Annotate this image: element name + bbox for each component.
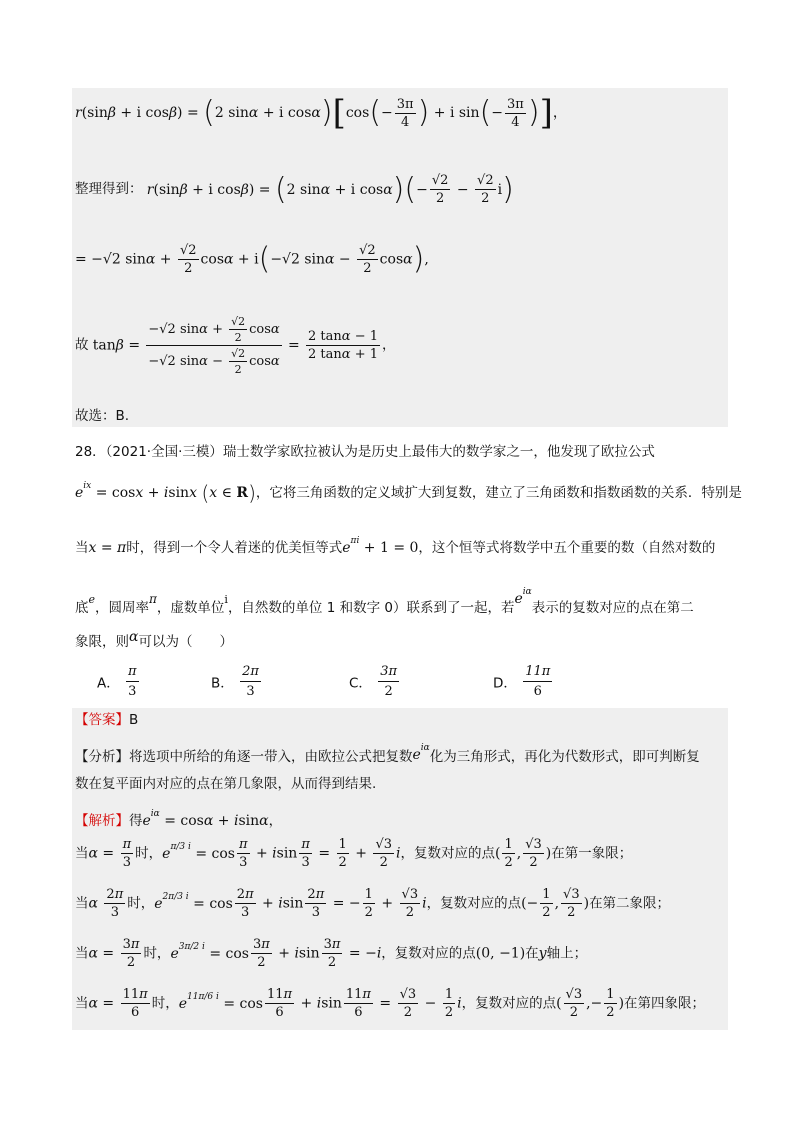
answer-line (75, 714, 138, 728)
solution-tag: 【解析】 (75, 813, 129, 829)
answer-tag: 【答案】 (75, 712, 129, 728)
option-a[interactable]: A． $\frac{\pi}{3}$ (97, 664, 137, 699)
case-pi-over-3: 当α = $\frac{\pi}{3}$ 时，$e^{\pi/3 i} = \cos$ $\frac{\pi}{3}$ + isin $\frac{\pi}{3}$ = $\frac{1}{2}$ + $\frac{√3}{2}$ i，复数对应的点( $\frac{1}{2}$ , $\frac{√3}{2}$ )在第一象限； (75, 837, 633, 870)
prev-line-4: 故 tanβ = −√2 sinα + $\frac{√2}{2}$ cosα −√2 sinα − $\frac{√2}{2}$ cosα = $\frac{2 \tan\alpha - 1}{2 \tan\alpha + 1}$ ， (75, 315, 396, 376)
q28-line-1: 28．（2021·全国·三模）瑞士数学家欧拉被认为是历史上最伟大的数学家之一，他发现了欧拉公式 (75, 444, 655, 460)
prev-line-2: 整理得到： r(sinβ + i cosβ) = (2 sinα + i cosα)(− $\frac{√2}{2}$ − $\frac{√2}{2}$ i) (75, 171, 514, 207)
option-d[interactable]: D． $\frac{11\pi}{6}$ (493, 664, 551, 699)
analysis-line-1: 【分析】将选项中所给的角逐一带入，由欧拉公式把复数$e^{i\alpha}$化为三角形式，再化为代数形式，即可判断复 (75, 743, 700, 765)
comma: ， (382, 336, 396, 353)
solution-line-1: 【解析】得$e^{i\alpha} = \cos\alpha + isin\alpha$， (75, 809, 283, 829)
case-2pi-over-3: 当α $\frac{2\pi}{3}$ 时，$e^{2\pi/3 i} = \cos$ $\frac{2\pi}{3}$ + isin $\frac{2\pi}{3}$ = − $\frac{1}{2}$ + $\frac{√3}{2}$ i，复数对应的点(− $\frac{1}{2}$ , $\frac{√3}{2}$ )在第二象限； (75, 887, 671, 920)
q28-line-5: 象限，则α可以为（ ） (75, 629, 233, 650)
euler-formula: $e^{ix} = \cos x + isinx$ (x ∈ R) (75, 481, 256, 505)
prev-line-1: r(sinβ + i cosβ) = (2 sinα + i cosα)[cos(− $\frac{3\pi}{4}$ ) + i sin(− $\frac{3\pi}{4}$ )]， (75, 93, 567, 133)
option-c[interactable]: C． $\frac{3\pi}{2}$ (349, 664, 398, 699)
analysis-line-2: 数在复平面内对应的点在第几象限，从而得到结果. (75, 776, 377, 792)
prev-label-therefore: 故 (75, 336, 89, 353)
comma: ， (552, 105, 567, 121)
q28-line-2: $e^{ix} = \cos x + isinx$ (x ∈ R)，它将三角函数的定义域扩大到复数，建立了三角函数和指数函数的关系．特别是 (75, 481, 742, 505)
option-b[interactable]: B． $\frac{2\pi}{3}$ (211, 664, 259, 699)
q28-line-4: 底$^e$，圆周率π，虚数单位$^i$，自然数的单位 1 和数字 0）联系到了一起，若$e^{i\alpha}$表示的复数对应的点在第二 (75, 587, 694, 616)
answer-value: B (129, 712, 139, 728)
prev-choice: 故选：B. (75, 408, 130, 424)
case-11pi-over-6: 当α = $\frac{11\pi}{6}$ 时，$e^{11\pi/6 i} = \cos$ $\frac{11\pi}{6}$ + isin $\frac{11\pi}{6}$ = $\frac{√3}{2}$ − $\frac{1}{2}$ i，复数对应的点( $\frac{√3}{2}$ ,− $\frac{1}{2}$ )在第四象限； (75, 987, 706, 1020)
case-3pi-over-2: 当α = $\frac{3\pi}{2}$ 时，$e^{3\pi/2 i} = \cos$ $\frac{3\pi}{2}$ + isin $\frac{3\pi}{2}$ = −i，复数对应的点(0, −1)在y轴上； (75, 937, 588, 970)
prev-label-arranged: 整理得到： (75, 180, 143, 197)
euler-identity: $e^{\pi i} + 1 = 0$ (342, 536, 419, 556)
q28-line-3: 当x = π时，得到一个令人着迷的优美恒等式$e^{\pi i} + 1 = 0$，这个恒等式将数学中五个重要的数（自然对数的 (75, 536, 716, 556)
prev-line-3: = −√2 sinα + $\frac{√2}{2}$ cosα + i(−√2 sinα − $\frac{√2}{2}$ cosα), (75, 241, 429, 277)
